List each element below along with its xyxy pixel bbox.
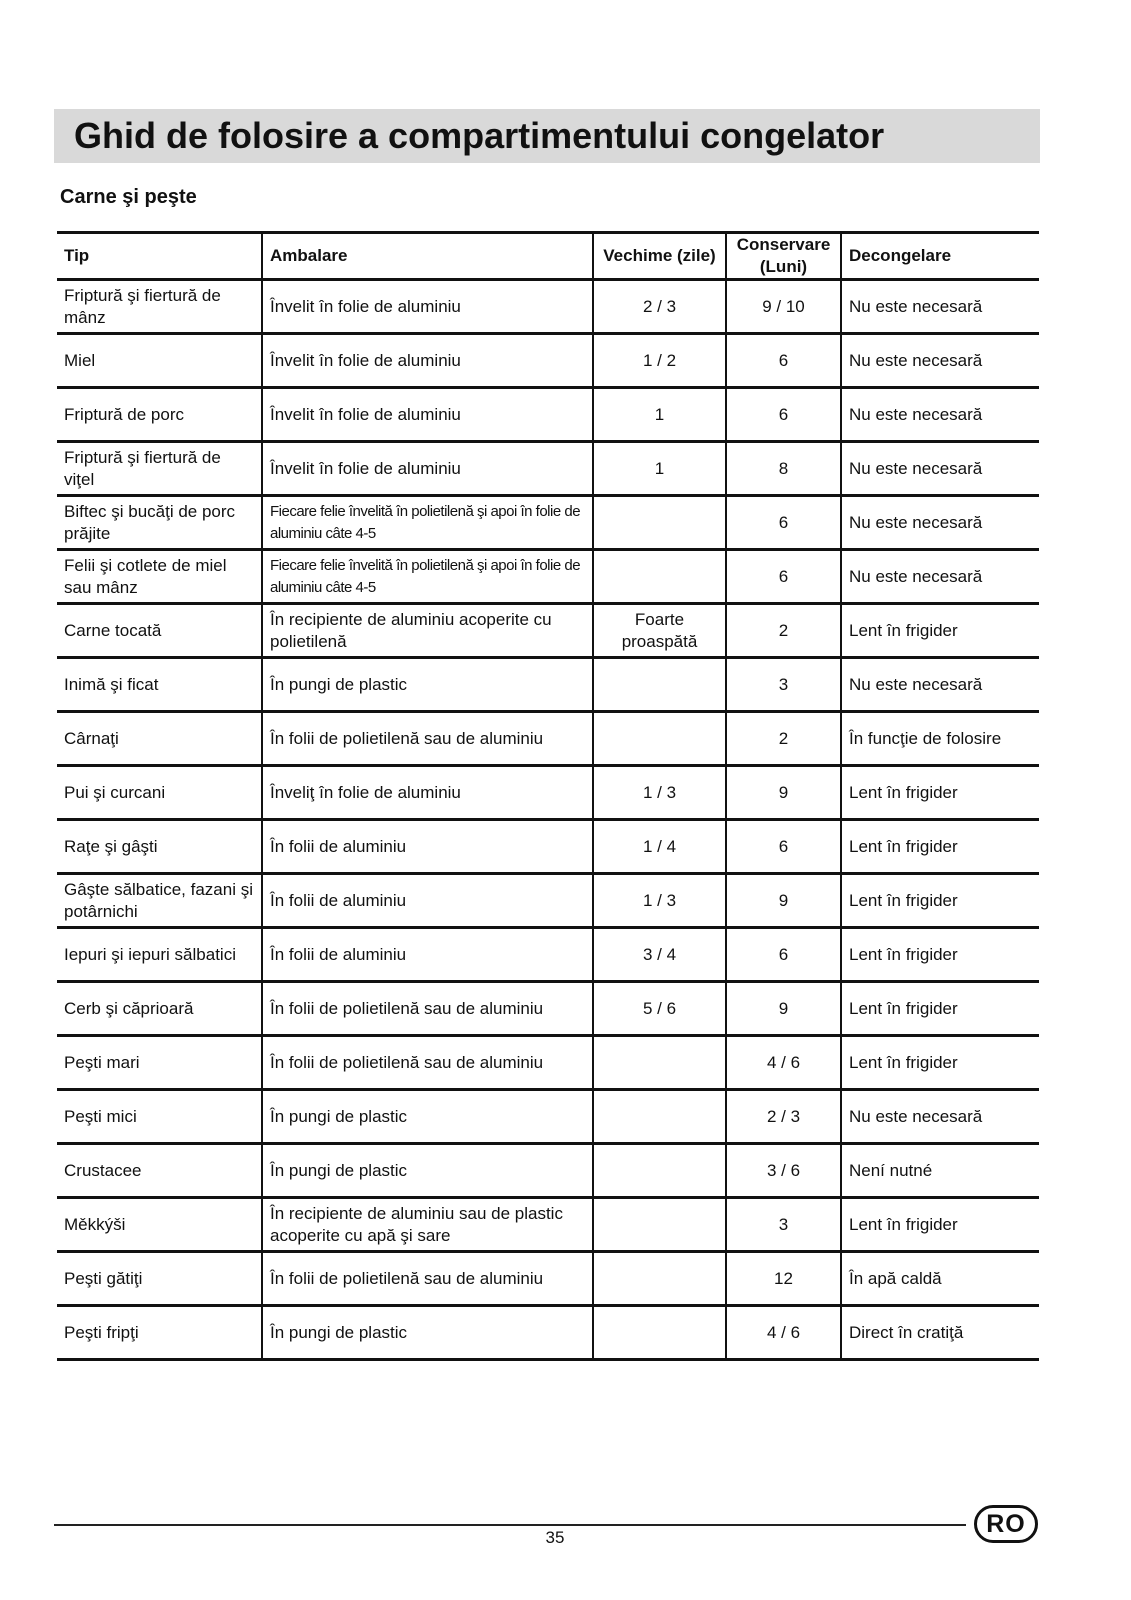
cell-tip: Peşti mici <box>57 1090 262 1144</box>
freezer-guide-table <box>57 231 1039 1361</box>
table-row <box>57 442 1039 496</box>
cell-ambalare: În folii de aluminiu <box>262 874 593 928</box>
cell-vechime <box>593 1090 726 1144</box>
cell-conservare: 9 <box>726 766 841 820</box>
cell-conservare: 3 <box>726 1198 841 1252</box>
cell-conservare: 4 / 6 <box>726 1306 841 1360</box>
cell-ambalare: În folii de polietilenă sau de aluminiu <box>262 712 593 766</box>
cell-decongelare: Nu este necesară <box>841 658 1039 712</box>
cell-decongelare: Nu este necesară <box>841 1090 1039 1144</box>
cell-conservare: 6 <box>726 496 841 550</box>
cell-tip: Gâşte sălbatice, fazani şi potârnichi <box>57 874 262 928</box>
cell-conservare: 6 <box>726 928 841 982</box>
table-row <box>57 1144 1039 1198</box>
cell-tip: Cârnaţi <box>57 712 262 766</box>
cell-decongelare: În apă caldă <box>841 1252 1039 1306</box>
cell-conservare: 8 <box>726 442 841 496</box>
table-row <box>57 1252 1039 1306</box>
cell-decongelare: Nu este necesară <box>841 496 1039 550</box>
table-row <box>57 334 1039 388</box>
cell-conservare: 3 / 6 <box>726 1144 841 1198</box>
table-row <box>57 496 1039 550</box>
cell-tip: Měkkýši <box>57 1198 262 1252</box>
cell-ambalare: În pungi de plastic <box>262 1090 593 1144</box>
cell-conservare: 2 <box>726 604 841 658</box>
cell-conservare: 6 <box>726 388 841 442</box>
cell-decongelare: Nu este necesară <box>841 442 1039 496</box>
cell-tip: Pui şi curcani <box>57 766 262 820</box>
cell-conservare: 9 <box>726 982 841 1036</box>
cell-ambalare: În recipiente de aluminiu sau de plastic acoperite cu apă şi sare <box>262 1198 593 1252</box>
header-conservare: Conservare (Luni) <box>726 233 841 280</box>
cell-ambalare: În pungi de plastic <box>262 658 593 712</box>
cell-vechime <box>593 658 726 712</box>
table-row <box>57 1090 1039 1144</box>
table-row <box>57 280 1039 334</box>
cell-vechime: 1 <box>593 442 726 496</box>
cell-tip: Felii şi cotlete de miel sau mânz <box>57 550 262 604</box>
cell-decongelare: Lent în frigider <box>841 1198 1039 1252</box>
cell-ambalare: În pungi de plastic <box>262 1144 593 1198</box>
cell-tip: Crustacee <box>57 1144 262 1198</box>
cell-conservare: 3 <box>726 658 841 712</box>
cell-conservare: 6 <box>726 820 841 874</box>
header-decongelare: Decongelare <box>841 233 1039 280</box>
cell-vechime <box>593 1144 726 1198</box>
section-title: Carne şi peşte <box>60 186 197 208</box>
cell-decongelare: Direct în cratiţă <box>841 1306 1039 1360</box>
cell-ambalare: În pungi de plastic <box>262 1306 593 1360</box>
cell-tip: Carne tocată <box>57 604 262 658</box>
cell-conservare: 2 <box>726 712 841 766</box>
header-ambalare: Ambalare <box>262 233 593 280</box>
cell-tip: Friptură şi fiertură de viţel <box>57 442 262 496</box>
cell-vechime <box>593 1306 726 1360</box>
cell-tip: Cerb şi căprioară <box>57 982 262 1036</box>
cell-ambalare: În folii de polietilenă sau de aluminiu <box>262 982 593 1036</box>
table-row <box>57 388 1039 442</box>
cell-ambalare: Învelit în folie de aluminiu <box>262 280 593 334</box>
cell-ambalare: Învelit în folie de aluminiu <box>262 334 593 388</box>
cell-vechime <box>593 1036 726 1090</box>
header-tip: Tip <box>57 233 262 280</box>
cell-ambalare: Fiecare felie învelită în polietilenă şi apoi în folie de aluminiu câte 4-5 <box>262 496 593 550</box>
cell-conservare: 6 <box>726 550 841 604</box>
table-row <box>57 1198 1039 1252</box>
cell-decongelare: Nu este necesară <box>841 550 1039 604</box>
table-row <box>57 766 1039 820</box>
cell-tip: Friptură de porc <box>57 388 262 442</box>
table-body <box>57 280 1039 1360</box>
cell-conservare: 4 / 6 <box>726 1036 841 1090</box>
cell-ambalare: În recipiente de aluminiu acoperite cu polietilenă <box>262 604 593 658</box>
cell-decongelare: Nu este necesară <box>841 280 1039 334</box>
table-row <box>57 658 1039 712</box>
cell-decongelare: Lent în frigider <box>841 766 1039 820</box>
cell-ambalare: Învelit în folie de aluminiu <box>262 442 593 496</box>
cell-vechime <box>593 496 726 550</box>
table-row <box>57 1306 1039 1360</box>
cell-tip: Miel <box>57 334 262 388</box>
cell-tip: Raţe şi gâşti <box>57 820 262 874</box>
table-row <box>57 874 1039 928</box>
cell-decongelare: Lent în frigider <box>841 982 1039 1036</box>
cell-decongelare: Lent în frigider <box>841 604 1039 658</box>
cell-vechime: 1 / 3 <box>593 766 726 820</box>
cell-conservare: 9 <box>726 874 841 928</box>
cell-vechime: 1 / 4 <box>593 820 726 874</box>
page-title: Ghid de folosire a compartimentului congelator <box>74 115 885 156</box>
table-row <box>57 712 1039 766</box>
cell-vechime: 1 / 3 <box>593 874 726 928</box>
footer-divider <box>54 1524 966 1526</box>
cell-vechime: 2 / 3 <box>593 280 726 334</box>
cell-vechime: 3 / 4 <box>593 928 726 982</box>
cell-decongelare: Lent în frigider <box>841 928 1039 982</box>
table-header-row <box>57 233 1039 280</box>
page-number: 35 <box>545 1528 565 1547</box>
cell-tip: Iepuri şi iepuri sălbatici <box>57 928 262 982</box>
language-badge: RO <box>974 1505 1038 1543</box>
cell-ambalare: Fiecare felie învelită în polietilenă şi apoi în folie de aluminiu câte 4-5 <box>262 550 593 604</box>
cell-vechime: Foarte proaspătă <box>593 604 726 658</box>
cell-tip: Friptură şi fiertură de mânz <box>57 280 262 334</box>
cell-vechime <box>593 712 726 766</box>
cell-conservare: 12 <box>726 1252 841 1306</box>
cell-ambalare: Învelit în folie de aluminiu <box>262 388 593 442</box>
cell-decongelare: Lent în frigider <box>841 874 1039 928</box>
cell-conservare: 2 / 3 <box>726 1090 841 1144</box>
cell-tip: Peşti fripţi <box>57 1306 262 1360</box>
cell-ambalare: Înveliţ în folie de aluminiu <box>262 766 593 820</box>
cell-ambalare: În folii de polietilenă sau de aluminiu <box>262 1252 593 1306</box>
cell-vechime: 1 / 2 <box>593 334 726 388</box>
cell-decongelare: Nu este necesară <box>841 334 1039 388</box>
title-bar <box>54 109 1040 163</box>
cell-decongelare: Není nutné <box>841 1144 1039 1198</box>
table-row <box>57 928 1039 982</box>
cell-tip: Peşti mari <box>57 1036 262 1090</box>
cell-vechime: 5 / 6 <box>593 982 726 1036</box>
cell-decongelare: Nu este necesară <box>841 388 1039 442</box>
table-row <box>57 982 1039 1036</box>
cell-ambalare: În folii de aluminiu <box>262 820 593 874</box>
cell-vechime <box>593 550 726 604</box>
cell-conservare: 9 / 10 <box>726 280 841 334</box>
cell-vechime <box>593 1252 726 1306</box>
cell-ambalare: În folii de aluminiu <box>262 928 593 982</box>
cell-tip: Biftec şi bucăţi de porc prăjite <box>57 496 262 550</box>
header-vechime: Vechime (zile) <box>593 233 726 280</box>
cell-decongelare: În funcţie de folosire <box>841 712 1039 766</box>
cell-vechime: 1 <box>593 388 726 442</box>
cell-ambalare: În folii de polietilenă sau de aluminiu <box>262 1036 593 1090</box>
table-row <box>57 820 1039 874</box>
cell-tip: Peşti gătiţi <box>57 1252 262 1306</box>
cell-tip: Inimă şi ficat <box>57 658 262 712</box>
cell-decongelare: Lent în frigider <box>841 1036 1039 1090</box>
cell-decongelare: Lent în frigider <box>841 820 1039 874</box>
table-row <box>57 550 1039 604</box>
table-row <box>57 1036 1039 1090</box>
cell-conservare: 6 <box>726 334 841 388</box>
table-row <box>57 604 1039 658</box>
cell-vechime <box>593 1198 726 1252</box>
